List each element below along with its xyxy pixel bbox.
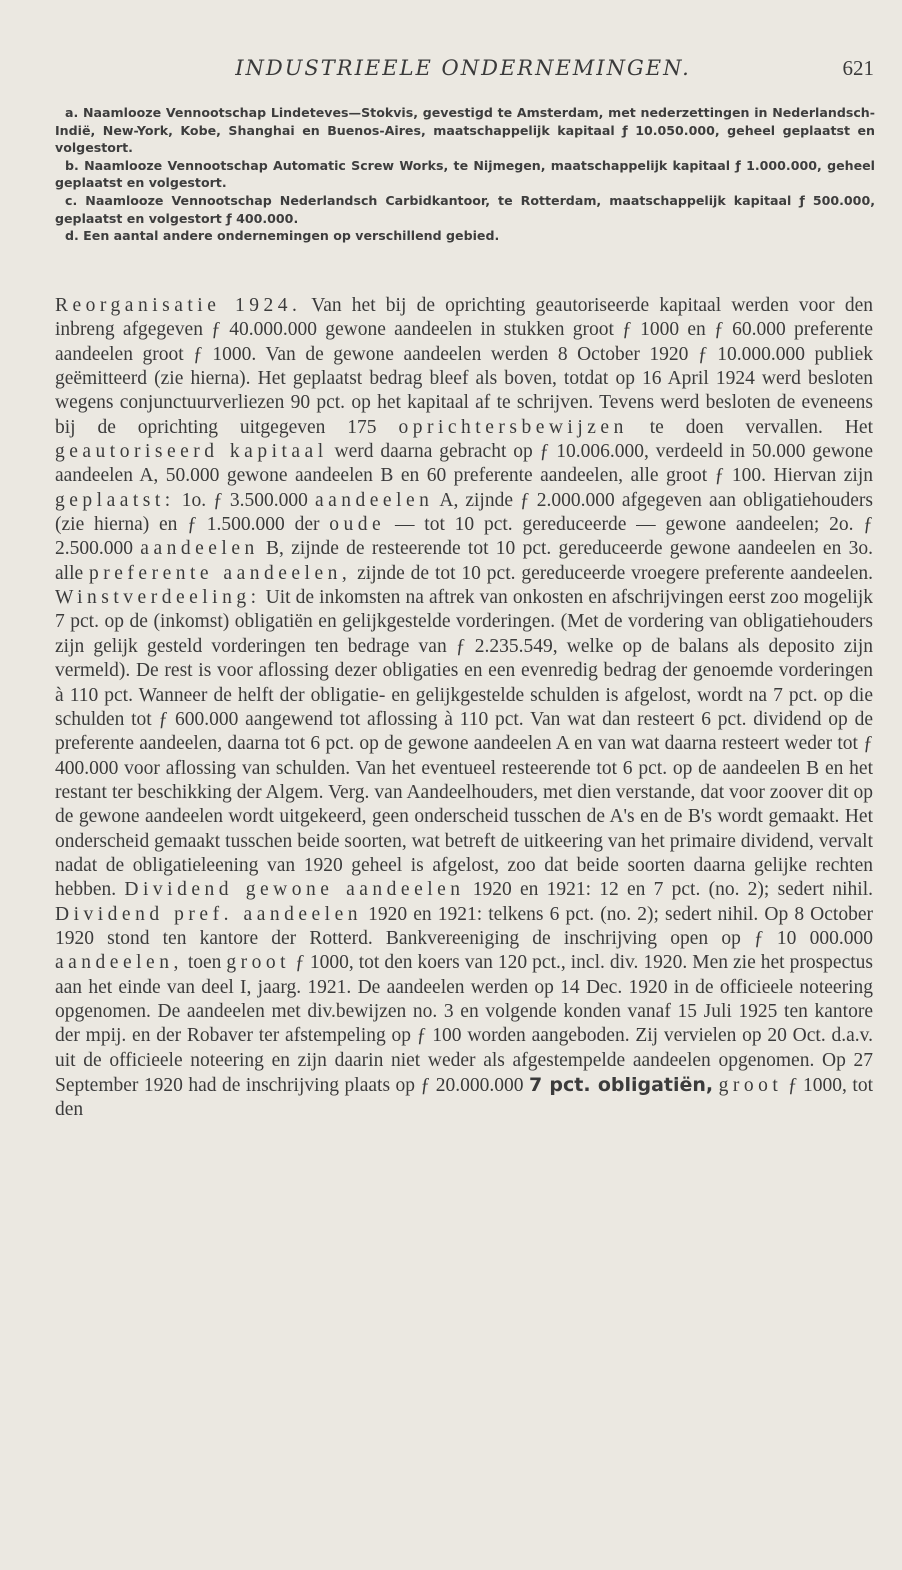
text-segment: B, zijnde de resteerende tot 10 pct. gereduceerde gewone aandeelen en 3o. alle [55,538,873,584]
text-segment: ƒ 1000, tot den [55,1075,874,1121]
term-obligatien: 7 pct. obligatiën, [528,1074,714,1096]
running-head [52,56,874,86]
text-segment: A, zijnde ƒ 2.000.000 afgegeven aan obligatiehouders (zie hierna) en ƒ 1.500.000 der [55,489,874,536]
text-segment: ƒ 1000, tot den koers van 120 pct., incl. div. 1920. Men zie het prospectus aan het einde van deel I, jaarg. 1921. De aandeelen werden op 14 Dec. 1920 in de officieele noteering opgenomen. De aandeelen met div.bewijzen no. 3 en volgende konden vanaf 15 Juli 1925 ten kantore der mpij. en der Robaver ter afstempeling op ƒ 100 worden aangeboden. Zij vervielen op 20 Oct. d.a.v. uit de officieele noteering en zijn daarin niet weder als afgestempelde aandeelen opgenomen. Op 27 September 1920 had de inschrijving plaats op ƒ 20.000.000 [55,952,873,1096]
term-aandeelen: aandeelen, [55,952,183,974]
heading-dividend-gewone: Dividend gewone aandeelen [124,879,465,901]
term-geplaatst: geplaatst: [55,489,175,511]
term-preferente-aandeelen: preferente aandeelen, [89,562,352,584]
text-segment: werd daarna gebracht op ƒ 10.006.000, verdeeld in 50.000 gewone aandeelen A, 50.000 gewone aandeelen B en 60 preferente aandeelen, alle groot ƒ 100. Hiervan zijn [55,441,873,487]
term-geautoriseerd-kapitaal: geautoriseerd kapitaal [55,441,328,463]
main-paragraph [55,294,873,1123]
heading-dividend-pref: Dividend pref. aandeelen [55,903,362,925]
term-groot-2: groot [718,1075,783,1096]
running-title: INDUSTRIEELE ONDERNEMINGEN. [235,56,691,80]
subsidiary-b: b. Naamlooze Vennootschap Automatic Screw Works, te Nijmegen, maatschappelijk kapitaal ƒ 1.000.000, geheel geplaatst en volgestort. [55,157,875,191]
text-segment: 1o. ƒ 3.500.000 [174,489,315,511]
term-aandeelen-a: aandeelen [314,489,434,511]
text-segment: zijnde de tot 10 pct. gereduceerde vroegere preferente aandeelen. [351,562,873,584]
subsidiary-a: a. Naamlooze Vennootschap Lindeteves—Stokvis, gevestigd te Amsterdam, met nederzettingen in Nederlandsch-Indië, New-York, Kobe, Shanghai en Buenos-Aires, maatschappelijk kapitaal ƒ 10.050.000, geheel geplaatst en volgestort. [55,105,875,156]
text-segment: — tot 10 pct. gereduceerde — gewone aandeelen; 2o. ƒ 2.500.000 [55,514,873,560]
main-text [55,294,873,1123]
page-number: 621 [842,56,874,80]
text-segment: toen [182,952,227,974]
term-oude: oude [329,514,386,536]
text-segment: te doen vervallen. Het [627,416,873,438]
subsidiary-d: d. Een aantal andere ondernemingen op verschillend gebied. [65,228,500,244]
text-segment: 1920 en 1921: telkens 6 pct. (no. 2); sedert nihil. Op 8 October 1920 stond ten kantore der Rotterd. Bankvereeniging de inschrijving open op ƒ 10 000.000 [55,903,873,949]
term-groot: groot [226,952,291,974]
text-segment: Uit de inkomsten na aftrek van onkosten en afschrijvingen eerst zoo mogelijk 7 pct. op de (inkomst) obligatiën en gelijkgestelde vorderingen. (Met de vordering van obligatiehouders zijn gelijk gesteld vorderingen ten bedrage van ƒ 2.235.549, welke op de balans als deposito zijn vermeld). De rest is voor aflossing dezer obligaties en een evenredig bedrag der genoemde vorderingen à 110 pct. Wanneer de helft der obligatie- en gelijkgestelde schulden is afgelost, wordt na 7 pct. op die schulden tot ƒ 600.000 aangewend tot aflossing à 110 pct. Van wat dan resteert 6 pct. dividend op de preferente aandeelen, daarna tot 6 pct. op de gewone aandeelen A en van wat daarna resteert weder tot ƒ 400.000 voor aflossing van schulden. Van het eventueel resteerende tot 6 pct. op de aandeelen B en het restant ter beschikking der Algem. Verg. van Aandeelhouders, met dien verstande, dat voor zoover dit op de gewone aandeelen wordt uitgekeerd, geen onderscheid tusschen de A's en de B's wordt gemaakt. Het onderscheid gemaakt tusschen beide soorten, wat betreft de uitkeering van het primaire dividend, vervalt nadat de obligatieleening van 1920 geheel is afgelost, zoo dat beide soorten daarna gelijke rechten hebben. [55,587,873,901]
subsidiaries-list [55,104,875,245]
text-segment: Van het bij de oprichting geautoriseerde kapitaal werden voor den inbreng afgegeven ƒ 40.000.000 gewone aandeelen in stukken groot ƒ 1000 en ƒ 60.000 preferente aandeelen groot ƒ 1000. Van de gewone aandeelen werden 8 October 1920 ƒ 10.000.000 publiek geëmitteerd (zie hierna). Het geplaatst bedrag bleef als boven, totdat op 16 April 1924 werd besloten wegens conjunctuurverliezen 90 pct. op het kapitaal af te schrijven. Tevens werd besloten de eveneens bij de oprichting uitgegeven 175 [55,295,873,438]
term-aandeelen-b: aandeelen [140,538,259,560]
heading-winstverdeeling: Winstverdeeling: [55,587,261,609]
term-oprichtersbewijzen: oprichtersbewijzen [398,416,628,438]
subsidiary-c: c. Naamlooze Vennootschap Nederlandsch Carbidkantoor, te Rotterdam, maatschappelijk kapitaal ƒ 500.000, geplaatst en volgestort ƒ 400.000. [55,192,875,226]
heading-reorganisatie: Reorganisatie 1924. [55,295,302,316]
text-segment: 1920 en 1921: 12 en 7 pct. (no. 2); sedert nihil. [464,879,873,901]
